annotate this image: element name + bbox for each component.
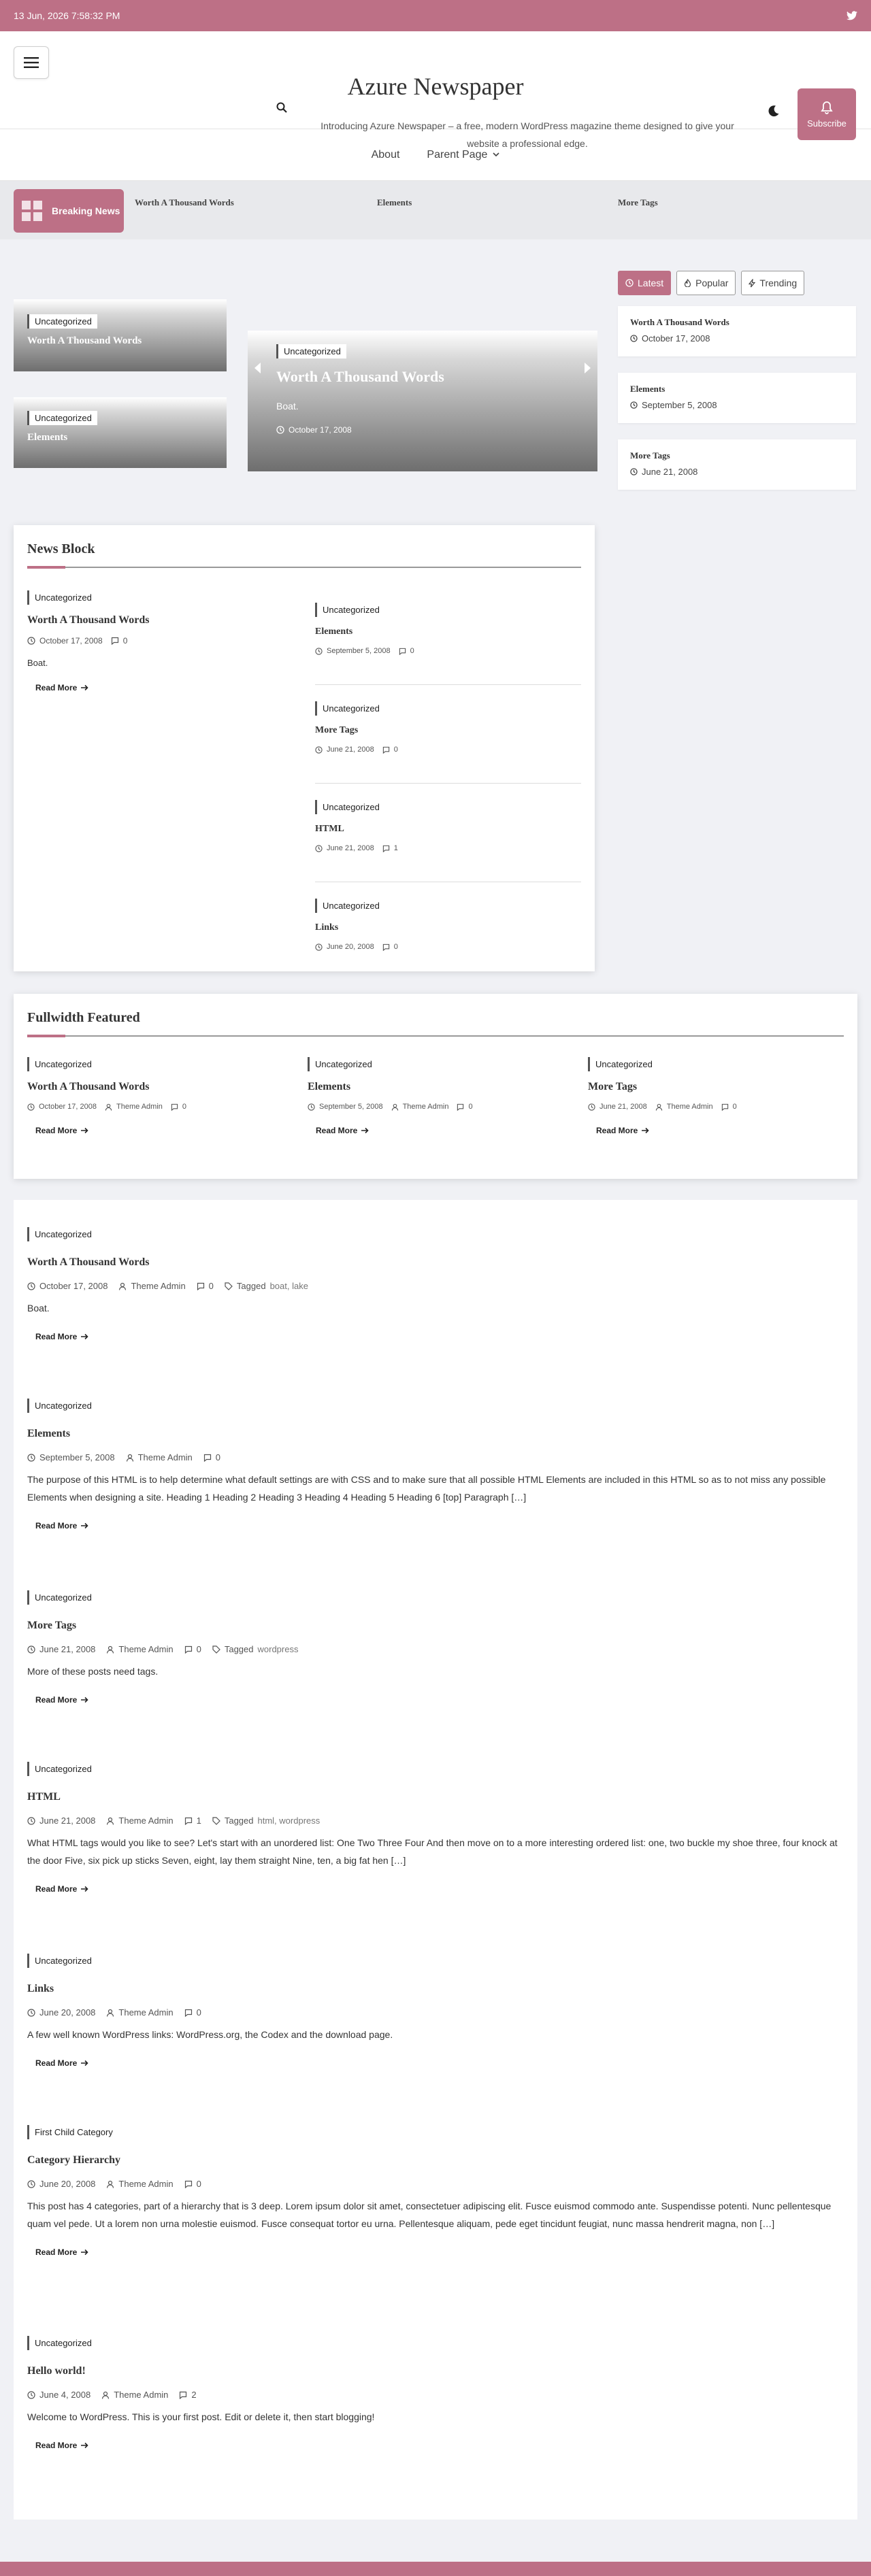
- post-tags[interactable]: boat, lake: [269, 1281, 308, 1291]
- read-more-label: Read More: [35, 1126, 78, 1135]
- tab-label: Popular: [695, 278, 729, 288]
- user-icon: [118, 1282, 127, 1290]
- current-datetime: 13 Jun, 2026 7:58:32 PM: [14, 10, 120, 21]
- read-more-button[interactable]: [35, 1695, 88, 1705]
- post-meta: [27, 1452, 844, 1462]
- arrow-right-icon: [584, 362, 592, 374]
- post-article: [27, 2336, 844, 2506]
- read-more-label: Read More: [35, 1332, 78, 1341]
- slider-title[interactable]: Worth A Thousand Words: [276, 368, 444, 385]
- side-post: [315, 899, 581, 951]
- latest-date-text: June 21, 2008: [642, 467, 698, 477]
- tagged-label: Tagged: [224, 1644, 254, 1654]
- comment-count[interactable]: 0: [468, 1103, 473, 1111]
- breaking-item[interactable]: Worth A Thousand Words: [135, 197, 234, 207]
- post-title[interactable]: Links: [315, 922, 339, 933]
- post-excerpt: What HTML tags would you like to see? Let's start with an unordered list: One Two Three Four And then move on to a more interesting ordered list: one, two buckle my shoe three, four knock at the door Five, six pick up sticks Seven, eight, lay them straight Nine, ten, a big fat hen […]: [27, 1837, 838, 1866]
- read-more-label: Read More: [35, 1884, 78, 1894]
- tagged-label: Tagged: [236, 1281, 266, 1291]
- latest-item-date: [630, 333, 844, 344]
- clock-icon: [27, 637, 35, 645]
- slider-next-button[interactable]: [584, 362, 592, 374]
- category-tag[interactable]: Uncategorized: [27, 1954, 97, 1968]
- post-excerpt: A few well known WordPress links: WordPress.org, the Codex and the download page.: [27, 2029, 393, 2040]
- comment-icon: [382, 845, 390, 852]
- post-excerpt: More of these posts need tags.: [27, 1666, 159, 1677]
- read-more-label: Read More: [35, 2441, 78, 2450]
- post-author[interactable]: Theme Admin: [114, 2390, 169, 2400]
- category-tag[interactable]: Uncategorized: [27, 314, 97, 329]
- slider-date-text: October 17, 2008: [289, 425, 352, 435]
- post-author[interactable]: Theme Admin: [116, 1103, 163, 1111]
- clock-icon: [27, 2180, 35, 2188]
- comment-count[interactable]: 0: [196, 2179, 201, 2189]
- latest-item-title[interactable]: More Tags: [630, 450, 670, 461]
- slider-date: [276, 425, 569, 435]
- category-tag[interactable]: Uncategorized: [27, 1399, 97, 1413]
- post-excerpt: The purpose of this HTML is to help determine what default settings are with CSS and to make sure that all possible HTML Elements are included in this HTML so as to not miss any possible Elements when designing a site. Heading 1 Heading 2 Heading 3 Heading 4 Heading 5 Heading 6 [top] Paragraph […]: [27, 1474, 826, 1503]
- arrow-right-icon: [642, 1127, 649, 1134]
- clock-icon: [625, 279, 634, 287]
- twitter-icon[interactable]: [847, 11, 857, 20]
- breaking-news-text: Breaking News: [52, 205, 120, 216]
- tab-latest[interactable]: [618, 271, 671, 295]
- category-tag[interactable]: Uncategorized: [315, 603, 385, 617]
- nav-item-label: About: [371, 148, 400, 161]
- post-title[interactable]: HTML: [27, 1791, 61, 1803]
- category-tag[interactable]: Uncategorized: [27, 1590, 97, 1605]
- comment-icon: [382, 746, 390, 754]
- read-more-button[interactable]: [35, 1332, 88, 1341]
- post-meta: [27, 2390, 844, 2400]
- post-author[interactable]: Theme Admin: [137, 1452, 193, 1462]
- latest-item[interactable]: [618, 439, 856, 490]
- tag-icon: [212, 1817, 220, 1825]
- arrow-right-icon: [81, 1886, 88, 1892]
- comment-count[interactable]: 0: [393, 943, 398, 951]
- clock-icon: [27, 1282, 35, 1290]
- post-date[interactable]: September 5, 2008: [327, 647, 391, 655]
- post-meta: [315, 943, 581, 951]
- comment-count[interactable]: 0: [122, 636, 128, 646]
- user-icon: [106, 2009, 114, 2017]
- hero-side-card[interactable]: [14, 397, 227, 468]
- tab-trending[interactable]: [741, 271, 804, 295]
- post-title[interactable]: Links: [27, 1983, 54, 1994]
- post-title[interactable]: More Tags: [315, 725, 359, 735]
- clock-icon: [27, 2391, 35, 2399]
- post-article: [27, 1227, 844, 1399]
- read-more-button[interactable]: [35, 1884, 88, 1894]
- post-title[interactable]: Hello world!: [27, 2365, 86, 2377]
- clock-icon: [630, 335, 638, 342]
- hero-side-title[interactable]: Elements: [27, 432, 68, 443]
- category-tag[interactable]: Uncategorized: [315, 899, 385, 913]
- latest-item-date: [630, 400, 844, 410]
- read-more-button[interactable]: [35, 1521, 88, 1530]
- hero-slider[interactable]: [248, 331, 597, 471]
- clock-icon: [27, 2009, 35, 2017]
- comment-icon: [382, 943, 390, 951]
- post-author[interactable]: Theme Admin: [402, 1103, 449, 1111]
- comment-icon: [184, 1817, 193, 1825]
- post-meta: [315, 746, 581, 754]
- read-more-button[interactable]: [596, 1126, 649, 1135]
- comment-icon: [184, 2009, 193, 2017]
- post-article: [27, 1590, 844, 1762]
- read-more-button[interactable]: [35, 2247, 88, 2257]
- post-title[interactable]: Elements: [315, 626, 353, 637]
- clock-icon: [308, 1103, 315, 1111]
- post-tags[interactable]: wordpress: [257, 1644, 299, 1654]
- read-more-label: Read More: [35, 1521, 78, 1530]
- post-date[interactable]: June 21, 2008: [599, 1103, 647, 1111]
- user-icon: [655, 1103, 663, 1111]
- section-heading: Fullwidth Featured: [27, 1010, 140, 1025]
- latest-item-title[interactable]: Worth A Thousand Words: [630, 317, 729, 327]
- category-tag[interactable]: Uncategorized: [27, 590, 97, 605]
- featured-row: [27, 1057, 844, 1137]
- category-tag[interactable]: Uncategorized: [315, 800, 385, 814]
- latest-item-title[interactable]: Elements: [630, 384, 665, 394]
- clock-icon: [315, 746, 323, 754]
- post-meta: [588, 1103, 844, 1111]
- post-meta: [315, 647, 581, 655]
- section-heading: News Block: [27, 541, 95, 556]
- user-icon: [106, 2180, 114, 2188]
- tag-icon: [212, 1645, 220, 1654]
- heading-rule: [27, 567, 581, 568]
- breaking-news-bar: [0, 181, 871, 239]
- read-more-button[interactable]: [35, 683, 88, 692]
- post-meta: [27, 2007, 844, 2018]
- breaking-news-label: [14, 189, 124, 233]
- clock-icon: [27, 1645, 35, 1654]
- comment-count[interactable]: 0: [196, 1644, 201, 1654]
- latest-item[interactable]: [618, 373, 856, 423]
- post-date[interactable]: June 21, 2008: [39, 1816, 96, 1826]
- post-date[interactable]: June 21, 2008: [39, 1644, 96, 1654]
- featured-item: [308, 1057, 588, 1137]
- clock-icon: [315, 648, 323, 655]
- hero-side-title[interactable]: Worth A Thousand Words: [27, 335, 142, 346]
- post-title[interactable]: More Tags: [27, 1620, 77, 1631]
- user-icon: [391, 1103, 399, 1111]
- slider-excerpt: Boat.: [276, 401, 299, 412]
- news-block-main: [27, 590, 279, 694]
- chevron-down-icon: [493, 152, 499, 157]
- post-date[interactable]: October 17, 2008: [39, 636, 103, 646]
- clock-icon: [315, 943, 323, 951]
- divider: [315, 783, 581, 784]
- top-bar: [0, 0, 871, 31]
- user-icon: [106, 1645, 114, 1654]
- post-meta: [27, 636, 279, 646]
- post-date[interactable]: September 5, 2008: [319, 1103, 383, 1111]
- comment-count[interactable]: 0: [410, 647, 414, 655]
- comment-icon: [203, 1454, 212, 1462]
- comment-count[interactable]: 1: [393, 844, 398, 852]
- user-icon: [106, 1817, 114, 1825]
- post-date[interactable]: June 4, 2008: [39, 2390, 91, 2400]
- user-icon: [105, 1103, 112, 1111]
- post-date[interactable]: October 17, 2008: [39, 1281, 108, 1291]
- moon-icon: [768, 105, 780, 117]
- post-author[interactable]: Theme Admin: [131, 1281, 186, 1291]
- post-meta: [27, 1816, 844, 1826]
- arrow-right-icon: [81, 684, 88, 691]
- comment-icon: [179, 2391, 187, 2399]
- comment-count[interactable]: 0: [215, 1452, 221, 1462]
- comment-icon: [184, 1645, 193, 1654]
- arrow-right-icon: [81, 2442, 88, 2449]
- hamburger-icon: [24, 57, 39, 68]
- comment-count[interactable]: 1: [196, 1816, 201, 1826]
- read-more-button[interactable]: [35, 1126, 88, 1135]
- category-tag[interactable]: Uncategorized: [276, 344, 346, 358]
- read-more-label: Read More: [596, 1126, 638, 1135]
- post-meta: [27, 1103, 308, 1111]
- post-title[interactable]: Worth A Thousand Words: [27, 614, 150, 626]
- tag-icon: [225, 1282, 233, 1290]
- post-date[interactable]: June 20, 2008: [39, 2179, 96, 2189]
- comment-icon: [197, 1282, 205, 1290]
- post-date[interactable]: June 20, 2008: [39, 2007, 96, 2018]
- read-more-label: Read More: [35, 683, 78, 692]
- post-article: [27, 1954, 844, 2125]
- bell-icon: [821, 101, 833, 114]
- post-author[interactable]: Theme Admin: [118, 2179, 174, 2189]
- read-more-label: Read More: [35, 2058, 78, 2068]
- comment-icon: [457, 1103, 464, 1111]
- bolt-icon: [749, 279, 755, 288]
- post-meta: [27, 2179, 844, 2189]
- featured-item: [27, 1057, 308, 1137]
- read-more-button[interactable]: [35, 2441, 88, 2450]
- comment-count[interactable]: 0: [196, 2007, 201, 2018]
- tagged-label: Tagged: [224, 1816, 254, 1826]
- post-title[interactable]: HTML: [315, 824, 344, 834]
- grid-icon: [22, 201, 42, 221]
- dark-mode-toggle[interactable]: [768, 105, 780, 117]
- side-post: [315, 800, 581, 898]
- post-author[interactable]: Theme Admin: [118, 2007, 174, 2018]
- category-tag[interactable]: Uncategorized: [27, 1227, 97, 1241]
- post-article: [27, 2125, 844, 2336]
- side-post: [315, 701, 581, 799]
- arrow-right-icon: [81, 2060, 88, 2067]
- arrow-right-icon: [81, 1696, 88, 1703]
- post-excerpt: This post has 4 categories, part of a hierarchy that is 3 deep. Lorem ipsum dolor sit amet, consectetuer adipiscing elit. Fusce euismod commodo ante. Suspendisse potenti. Nunc pellentesque quam vel pede. Ut a lorem non urna molestie euismod. Fusce consequat tortor eu urna. Pellentesque aliquam, pede eget tincidunt feugiat, nunc massa hendrerit magna, non […]: [27, 2201, 832, 2229]
- clock-icon: [630, 468, 638, 475]
- comment-icon: [111, 637, 119, 645]
- clock-icon: [588, 1103, 595, 1111]
- category-tag[interactable]: Uncategorized: [315, 701, 385, 716]
- post-title[interactable]: Worth A Thousand Words: [27, 1256, 150, 1268]
- arrow-right-icon: [81, 1522, 88, 1529]
- comment-count[interactable]: 0: [393, 746, 398, 754]
- category-tag[interactable]: Uncategorized: [27, 2336, 97, 2350]
- post-date[interactable]: June 20, 2008: [327, 943, 374, 951]
- comment-count[interactable]: 2: [191, 2390, 197, 2400]
- tab-label: Latest: [638, 278, 664, 288]
- breaking-item[interactable]: More Tags: [618, 197, 658, 207]
- comment-count[interactable]: 0: [208, 1281, 214, 1291]
- category-tag[interactable]: Uncategorized: [588, 1057, 658, 1071]
- tab-popular[interactable]: [676, 271, 736, 295]
- read-more-button[interactable]: [35, 2058, 88, 2068]
- site-tagline: Introducing Azure Newspaper – a free, modern WordPress magazine theme designed to give your website a professional edge.: [321, 120, 734, 149]
- comment-count[interactable]: 0: [182, 1103, 187, 1111]
- post-excerpt: Boat.: [27, 658, 48, 668]
- read-more-label: Read More: [316, 1126, 358, 1135]
- category-tag[interactable]: Uncategorized: [27, 1762, 97, 1776]
- subscribe-button[interactable]: [798, 88, 856, 140]
- slider-prev-button[interactable]: [253, 362, 261, 374]
- category-tag[interactable]: First Child Category: [27, 2125, 118, 2139]
- post-title[interactable]: Worth A Thousand Words: [27, 1081, 150, 1092]
- site-header: [0, 31, 871, 149]
- fire-icon: [684, 279, 691, 287]
- latest-date-text: October 17, 2008: [642, 333, 710, 344]
- post-list: [14, 1200, 857, 2520]
- post-author[interactable]: Theme Admin: [118, 1644, 174, 1654]
- clock-icon: [630, 401, 638, 409]
- post-meta: [27, 1644, 844, 1654]
- comment-count[interactable]: 0: [732, 1103, 737, 1111]
- post-tags[interactable]: html, wordpress: [257, 1816, 321, 1826]
- subscribe-label: Subscribe: [807, 118, 847, 129]
- post-author[interactable]: Theme Admin: [118, 1816, 174, 1826]
- post-date[interactable]: October 17, 2008: [39, 1103, 97, 1111]
- post-meta: [27, 1281, 844, 1291]
- post-title[interactable]: Elements: [308, 1081, 351, 1092]
- read-more-label: Read More: [35, 1695, 78, 1705]
- clock-icon: [27, 1103, 35, 1111]
- latest-item-date: [630, 467, 844, 477]
- user-icon: [101, 2391, 110, 2399]
- hero-tabs: [618, 271, 804, 295]
- search-icon[interactable]: [276, 102, 287, 113]
- arrow-right-icon: [81, 1333, 88, 1340]
- read-more-button[interactable]: [316, 1126, 369, 1135]
- post-meta: [315, 844, 581, 852]
- read-more-label: Read More: [35, 2247, 78, 2257]
- category-tag[interactable]: Uncategorized: [308, 1057, 378, 1071]
- site-footer: [0, 2562, 871, 2576]
- post-excerpt: Boat.: [27, 1303, 50, 1314]
- user-icon: [126, 1454, 134, 1462]
- post-title[interactable]: More Tags: [588, 1081, 638, 1092]
- comment-icon: [184, 2180, 193, 2188]
- arrow-left-icon: [253, 362, 261, 374]
- news-block-panel: [14, 525, 595, 971]
- latest-date-text: September 5, 2008: [642, 400, 717, 410]
- clock-icon: [315, 845, 323, 852]
- heading-rule: [27, 1035, 844, 1037]
- post-date[interactable]: September 5, 2008: [39, 1452, 115, 1462]
- breaking-item[interactable]: Elements: [377, 197, 412, 207]
- post-article: [27, 1399, 844, 1590]
- post-article: [27, 1762, 844, 1954]
- comment-icon: [721, 1103, 729, 1111]
- clock-icon: [27, 1454, 35, 1462]
- post-author[interactable]: Theme Admin: [666, 1103, 713, 1111]
- comment-icon: [399, 648, 406, 655]
- post-date[interactable]: June 21, 2008: [327, 746, 374, 754]
- news-block-side: [315, 603, 581, 951]
- post-title[interactable]: Category Hierarchy: [27, 2154, 120, 2166]
- category-tag[interactable]: Uncategorized: [27, 1057, 97, 1071]
- category-tag[interactable]: Uncategorized: [27, 411, 97, 425]
- nav-item-label: Parent Page: [427, 148, 488, 161]
- post-excerpt: Welcome to WordPress. This is your first post. Edit or delete it, then start blogging!: [27, 2411, 375, 2422]
- latest-item[interactable]: [618, 306, 856, 356]
- clock-icon: [276, 426, 284, 434]
- clock-icon: [27, 1817, 35, 1825]
- fullwidth-featured-panel: [14, 994, 857, 1179]
- post-title[interactable]: Elements: [27, 1428, 71, 1439]
- arrow-right-icon: [81, 2249, 88, 2256]
- post-date[interactable]: June 21, 2008: [327, 844, 374, 852]
- arrow-right-icon: [361, 1127, 369, 1134]
- tab-label: Trending: [759, 278, 798, 288]
- divider: [315, 684, 581, 685]
- arrow-right-icon: [81, 1127, 88, 1134]
- featured-item: [588, 1057, 844, 1137]
- site-title[interactable]: Azure Newspaper: [347, 73, 524, 100]
- side-post: [315, 603, 581, 701]
- comment-icon: [171, 1103, 178, 1111]
- hero-side-card[interactable]: [14, 299, 227, 371]
- post-meta: [308, 1103, 588, 1111]
